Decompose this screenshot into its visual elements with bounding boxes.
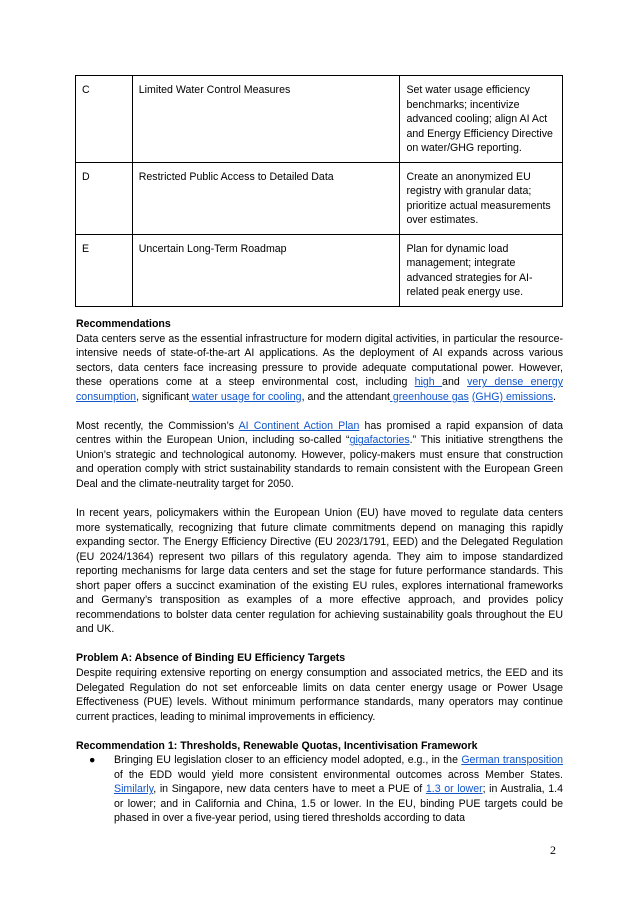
text-run: Most recently, the Commission’s <box>76 419 239 432</box>
problem-a-heading: Problem A: Absence of Binding EU Efficiency Targets <box>76 652 346 665</box>
link-pue-1-3[interactable]: 1.3 or lower <box>425 783 483 796</box>
link-ghg-emissions[interactable]: (GHG) emissions <box>471 390 554 403</box>
link-energy-consumption[interactable]: very dense energy consumption <box>76 376 563 403</box>
row-id: D <box>76 162 133 234</box>
document-body <box>76 317 563 826</box>
text-run: of the EDD would yield more consistent environmental outcomes across Member States. <box>114 768 563 781</box>
link-high[interactable]: high <box>414 376 443 389</box>
bullet-icon: ● <box>89 754 96 767</box>
text-run: .” This initiative strengthens the Union’s strategic and technological autonomy. However, policy-makers must ensure that construction and operation comply with strict sustainability standards to remain consistent with the European Green Deal and the climate-neutrality target for 2050. <box>76 434 563 490</box>
problems-table <box>75 75 563 307</box>
text-run: and <box>442 376 468 389</box>
recommendations-heading: Recommendations <box>76 318 171 330</box>
table-row <box>76 162 563 234</box>
link-ai-continent-action-plan[interactable]: AI Continent Action Plan <box>238 419 360 432</box>
link-german-transposition[interactable]: German transposition <box>461 754 563 767</box>
row-id: E <box>76 234 133 306</box>
recommendations-paragraph-2 <box>76 419 563 492</box>
recommendation-1-list <box>76 753 563 826</box>
row-problem: Uncertain Long-Term Roadmap <box>132 234 400 306</box>
row-problem: Limited Water Control Measures <box>132 76 400 163</box>
text-run: has promised a rapid expansion of data centres within the European Union, including so-called “ <box>76 419 564 447</box>
text-run: , and the attendant <box>301 390 390 403</box>
row-recommendation: Create an anonymized EU registry with granular data; prioritize actual measurements over estimates. <box>400 162 563 234</box>
text-run: Data centers serve as the essential infrastructure for modern digital activities, in particular the resource-intensive needs of state-of-the-art AI applications. As the deployment of AI expands across various sectors, data centers face increasing pressure to provide adequate computational power. However, these operations come at a steep environmental cost, including <box>76 332 563 389</box>
table-row <box>76 76 563 163</box>
page-number: 2 <box>550 843 556 857</box>
row-recommendation: Set water usage efficiency benchmarks; incentivize advanced cooling; align AI Act and Energy Efficiency Directive on water/GHG reporting. <box>400 76 563 163</box>
text-run: . <box>553 390 556 403</box>
recommendations-paragraph-3: In recent years, policymakers within the European Union (EU) have moved to regulate data centers more systematically, recognizing that future climate commitments depend on managing this rapidly expanding sector. The Energy Efficiency Directive (EU 2023/1791, EED) and the Delegated Regulation (EU 2024/1364) represent two pillars of this regulatory agenda. They aim to impose standardized reporting mechanisms for large data centers and set the stage for future performance standards. This short paper offers a succinct examination of the existing EU rules, explores international frameworks and Germany’s transposition as examples of a more effective approach, and provides policy recommendations to bolster data center regulation for achieving sustainability goals throughout the EU and UK. <box>76 507 563 636</box>
list-item <box>76 753 563 826</box>
text-run: Bringing EU legislation closer to an efficiency model adopted, e.g., in the <box>114 754 462 767</box>
link-greenhouse-gas[interactable]: greenhouse gas <box>389 390 469 403</box>
text-run: ; in Australia, 1.4 or lower; and in California and China, 1.5 or lower. In the EU, binding PUE targets could be phased in over a five-year period, using tiered thresholds according to data <box>114 783 563 825</box>
link-similarly[interactable]: Similarly <box>114 783 154 796</box>
table-row <box>76 234 563 306</box>
text-run: , significant <box>136 390 190 403</box>
link-water-usage[interactable]: water usage for cooling <box>189 390 302 403</box>
row-recommendation: Plan for dynamic load management; integrate advanced strategies for AI-related peak energy use. <box>400 234 563 306</box>
row-id: C <box>76 76 133 163</box>
link-gigafactories[interactable]: gigafactories <box>349 434 410 447</box>
row-problem: Restricted Public Access to Detailed Data <box>132 162 400 234</box>
recommendations-paragraph-1 <box>76 332 563 405</box>
problem-a-paragraph: Despite requiring extensive reporting on energy consumption and associated metrics, the EED and its Delegated Regulation do not set enforceable limits on data center energy usage or Power Usage Effectiveness (PUE) levels. Without minimum performance standards, many operators may continue current practices, leading to minimal improvements in efficiency. <box>76 666 563 723</box>
text-run: , in Singapore, new data centers have to meet a PUE of <box>153 783 426 796</box>
recommendation-1-heading: Recommendation 1: Thresholds, Renewable Quotas, Incentivisation Framework <box>76 739 478 752</box>
